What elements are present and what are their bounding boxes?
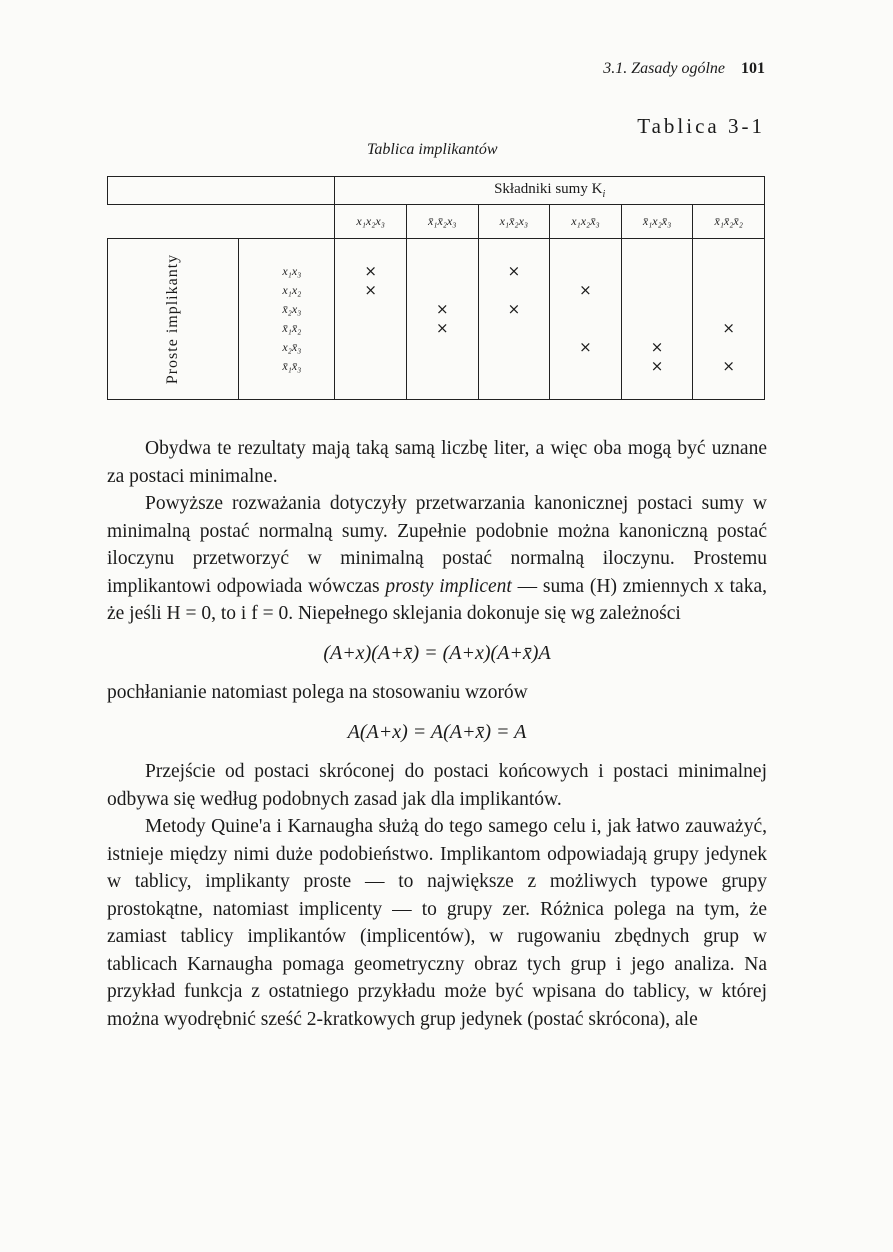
cell-mark: × xyxy=(435,300,449,318)
cell-empty xyxy=(550,357,621,376)
cell-empty xyxy=(693,300,764,319)
row-label: x₁x₂ xyxy=(282,283,302,297)
running-title: 3.1. Zasady ogólne xyxy=(603,60,725,77)
column-header: x₁x̄₂x₃ xyxy=(478,205,550,239)
cell-mark: × xyxy=(722,357,735,375)
cell-empty xyxy=(407,281,478,300)
cell-empty xyxy=(335,300,406,319)
formula-pochlanianie: A(A+x) = A(A+x̄) = A xyxy=(347,720,527,743)
cell-mark: × xyxy=(650,338,664,356)
marks-column xyxy=(478,239,550,400)
column-header: x̄₁x̄₂x̄₂ xyxy=(693,205,765,239)
marks-column xyxy=(406,239,478,400)
cell-empty xyxy=(693,338,764,357)
cell-empty xyxy=(335,357,406,376)
cell-empty xyxy=(693,262,764,281)
rows-title: Proste implikanty xyxy=(164,253,182,385)
page-number: 101 xyxy=(741,60,765,77)
marks-column xyxy=(693,239,765,400)
paragraph-part: Powyższe rozważania dotyczyły przetwarzania kanonicznej postaci sumy w minimalną postać normalną sumy. Zupełnie podobnie można kanoniczną postać iloczynu przetworzyć w minimalną postać normalną iloczynu. Prostemu implikantowi odpowiada wówczas xyxy=(107,493,767,597)
cell-mark: × xyxy=(507,262,521,280)
cell-empty xyxy=(622,300,693,319)
paragraph: pochłanianie natomiast polega na stosowaniu wzorów xyxy=(107,682,528,703)
cell-empty xyxy=(407,262,478,281)
running-head xyxy=(603,60,765,78)
cell-empty xyxy=(479,357,550,376)
row-labels xyxy=(239,239,335,400)
column-header: x̄₁x₂x̄₃ xyxy=(621,205,693,239)
columns-title: Składniki sumy $K_i$ xyxy=(335,177,765,205)
cell-empty xyxy=(550,262,621,281)
cell-mark: × xyxy=(579,281,592,299)
body-text xyxy=(107,435,767,1033)
row-label: x̄₁x̄₃ xyxy=(282,359,302,373)
cell-mark: × xyxy=(364,281,377,299)
paragraph-part: — suma (H) zmiennych x taka, że jeśli H = 0, to i f = 0. Niepełnego sklejania dokonuje się wg zależności xyxy=(107,575,767,624)
cell-mark: × xyxy=(722,319,735,337)
cell-empty xyxy=(335,338,406,357)
table-number: Tablica 3-1 xyxy=(637,114,765,138)
column-header: x̄₁x̄₂x₃ xyxy=(406,205,478,239)
cell-mark: × xyxy=(579,338,592,356)
cell-empty xyxy=(622,262,693,281)
row-label: x₁x₃ xyxy=(282,264,302,278)
implicant-table xyxy=(107,176,765,400)
table-corner-lower xyxy=(108,205,335,239)
paragraph: Obydwa te rezultaty mają taką samą liczbę liter, a więc oba mogą być uznane za postaci minimalne. xyxy=(107,438,767,487)
cell-empty xyxy=(407,357,478,376)
cell-empty xyxy=(622,319,693,338)
row-label: x̄₂x₃ xyxy=(282,302,302,316)
paragraph: Metody Quine'a i Karnaugha służą do tego samego celu i, jak łatwo zauważyć, istnieje między nimi duże podobieństwo. Implikantom odpowiadają grupy jedynek w tablicy, implikanty proste — to największe z możliwych typowe grupy prostokątne, natomiast implicenty — to grupy zer. Różnica polega na tym, że zamiast tablicy implikantów (implicentów), w rugowaniu zbędnych grup w tablicach Karnaugha pomaga geometryczny obraz tych grup i jego analiza. Na przykład funkcja z ostatniego przykładu może być wpisana do tablicy, w której można wyodrębnić sześć 2-kratkowych grup jedynek (postać skrócona), ale xyxy=(107,816,767,1030)
cell-empty xyxy=(622,281,693,300)
marks-column xyxy=(335,239,407,400)
rows-title-cell xyxy=(108,239,239,400)
column-header: x₁x₂x₃ xyxy=(335,205,407,239)
paragraph: Przejście od postaci skróconej do postaci końcowych i postaci minimalnej odbywa się według podobnych zasad jak dla implikantów. xyxy=(107,761,767,810)
cell-mark: × xyxy=(364,262,377,280)
cell-mark: × xyxy=(507,300,521,318)
formula-sklejanie: (A+x)(A+x̄) = (A+x)(A+x̄)A xyxy=(323,641,551,664)
cell-empty xyxy=(479,319,550,338)
cell-empty xyxy=(479,338,550,357)
column-header: x₁x₂x̄₃ xyxy=(550,205,622,239)
cell-empty xyxy=(479,281,550,300)
row-label: x₂x̄₃ xyxy=(282,340,302,354)
columns-title-text: Składniki sumy K xyxy=(494,181,603,197)
marks-column xyxy=(550,239,622,400)
term-prosty-implicent: prosty implicent xyxy=(385,575,512,597)
cell-empty xyxy=(335,319,406,338)
cell-empty xyxy=(550,300,621,319)
marks-column xyxy=(621,239,693,400)
paragraph xyxy=(107,490,767,628)
cell-empty xyxy=(407,338,478,357)
cell-empty xyxy=(550,319,621,338)
cell-empty xyxy=(693,281,764,300)
row-label: x̄₁x̄₂ xyxy=(282,321,302,335)
cell-mark: × xyxy=(650,357,664,375)
cell-mark: × xyxy=(435,319,449,337)
table-caption: Tablica implikantów xyxy=(367,141,498,158)
table-corner xyxy=(108,177,335,205)
